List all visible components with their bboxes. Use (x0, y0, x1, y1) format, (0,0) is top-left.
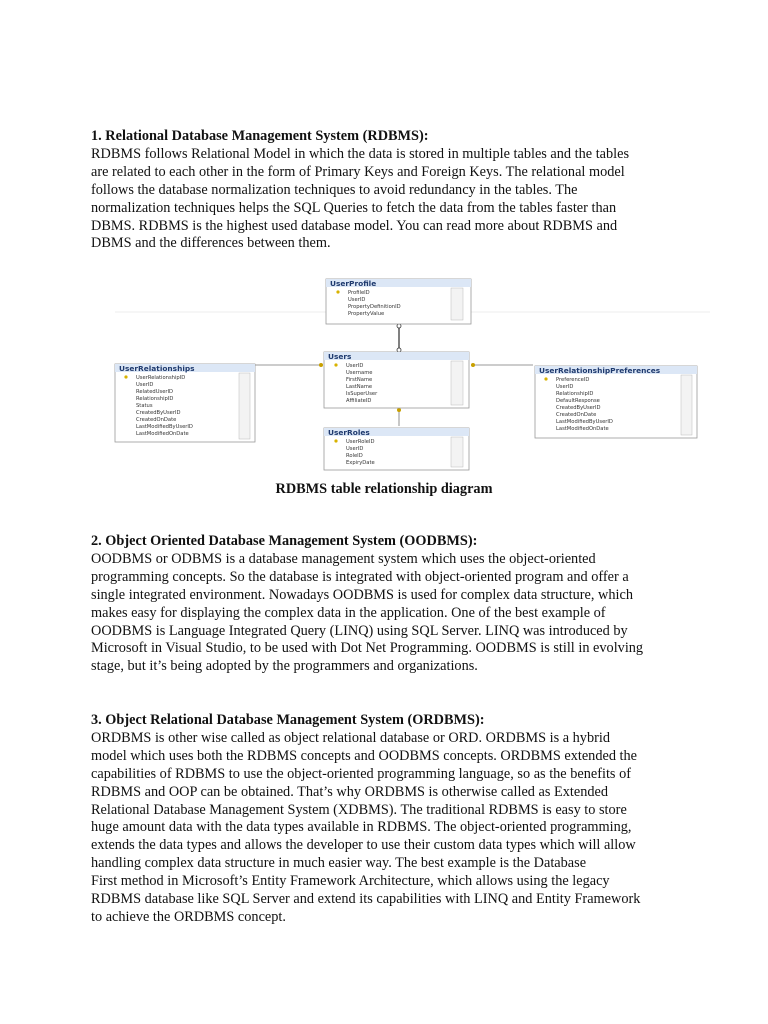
svg-text:RoleID: RoleID (346, 453, 363, 459)
svg-text:PropertyValue: PropertyValue (348, 311, 385, 317)
svg-text:UserRelationshipID: UserRelationshipID (136, 375, 186, 381)
section-oodbms (91, 533, 691, 676)
svg-text:UserID: UserID (346, 363, 364, 369)
section-heading: 3. Object Relational Database Management System (ORDBMS): (91, 712, 485, 728)
entity-title: UserRoles (328, 428, 370, 437)
key-icon (124, 375, 127, 378)
svg-text:RelationshipID: RelationshipID (136, 396, 174, 402)
entity-title: UserRelationships (119, 364, 195, 373)
entity-title: Users (328, 352, 352, 361)
paragraph-line: huge amount data with the data types available in RDBMS. The object-oriented programming, (91, 819, 632, 836)
paragraph-line: ORDBMS is other wise called as object relational database or ORD. ORDBMS is a hybrid (91, 729, 610, 746)
key-icon (544, 377, 547, 380)
svg-text:UserID: UserID (136, 382, 154, 388)
svg-text:AffiliateID: AffiliateID (346, 398, 372, 404)
svg-text:ProfileID: ProfileID (348, 290, 370, 296)
svg-text:LastModifiedOnDate: LastModifiedOnDate (136, 431, 189, 437)
rdbms-diagram (105, 274, 710, 472)
svg-text:CreatedByUserID: CreatedByUserID (136, 410, 181, 416)
svg-text:RelationshipID: RelationshipID (556, 391, 594, 397)
paragraph-line: Microsoft in Visual Studio, to be used with Dot Net Programming. OODBMS is still in evolving (91, 640, 644, 657)
svg-text:UserRoleID: UserRoleID (346, 439, 375, 445)
section-heading: 2. Object Oriented Database Management System (OODBMS): (91, 533, 478, 549)
svg-text:LastModifiedOnDate: LastModifiedOnDate (556, 426, 609, 432)
paragraph-line: DBMS. RDBMS is the highest used database model. You can read more about RDBMS and (91, 217, 618, 234)
paragraph-line: extends the data types and allows the developer to use their custom data types which will allow (91, 837, 636, 854)
svg-text:LastModifiedByUserID: LastModifiedByUserID (136, 424, 193, 430)
svg-text:IsSuperUser: IsSuperUser (346, 391, 378, 397)
paragraph-line: normalization techniques helps the SQL Queries to fetch the data from the tables faster than (91, 199, 617, 216)
paragraph-line: First method in Microsoft’s Entity Framework Architecture, which allows using the legacy (91, 873, 610, 890)
entity-title: UserProfile (330, 279, 377, 288)
paragraph-line: are related to each other in the form of Primary Keys and Foreign Keys. The relational model (91, 163, 625, 180)
entity-user-profile (326, 279, 471, 324)
paragraph-line: model which uses both the RDBMS concepts and OODBMS concepts. ORDBMS extended the (91, 747, 638, 764)
svg-text:CreatedByUserID: CreatedByUserID (556, 405, 601, 411)
paragraph-line: DBMS and the differences between them. (91, 235, 331, 252)
entity-users (324, 352, 469, 408)
diagram-caption: RDBMS table relationship diagram (275, 481, 493, 497)
paragraph-line: single integrated environment. Nowadays OODBMS is used for complex data structure, which (91, 586, 633, 603)
entity-user-relationship-preferences (535, 366, 697, 438)
paragraph-line: OODBMS is Language Integrated Query (LINQ) using SQL Server. LINQ was introduced by (91, 622, 628, 639)
paragraph-line: RDBMS follows Relational Model in which the data is stored in multiple tables and the tables (91, 145, 630, 162)
paragraph-line: handling complex data structure in much easier way. The best example is the Database (91, 855, 587, 872)
entity-title: UserRelationshipPreferences (539, 366, 661, 375)
svg-text:LastModifiedByUserID: LastModifiedByUserID (556, 419, 613, 425)
svg-text:ExpiryDate: ExpiryDate (346, 460, 375, 466)
svg-text:Username: Username (346, 370, 373, 376)
paragraph-line: stage, but it’s being adopted by the programmers and organizations. (91, 658, 478, 675)
entity-user-relationships (115, 364, 255, 442)
paragraph-line: RDBMS database like SQL Server and extend its capabilities with LINQ and Entity Framework (91, 891, 641, 908)
section-rdbms (91, 128, 691, 253)
svg-text:UserID: UserID (556, 384, 574, 390)
svg-text:LastName: LastName (346, 384, 373, 390)
svg-text:CreatedOnDate: CreatedOnDate (556, 412, 597, 418)
svg-text:PreferenceID: PreferenceID (556, 377, 590, 383)
entity-user-roles (324, 428, 469, 470)
svg-text:Status: Status (136, 403, 153, 409)
key-icon (334, 439, 337, 442)
svg-text:DefaultResponse: DefaultResponse (556, 398, 600, 404)
svg-text:RelatedUserID: RelatedUserID (136, 389, 174, 395)
svg-text:CreatedOnDate: CreatedOnDate (136, 417, 177, 423)
svg-text:UserID: UserID (346, 446, 364, 452)
paragraph-line: to achieve the ORDBMS concept. (91, 908, 286, 925)
key-icon (334, 363, 337, 366)
paragraph-line: capabilities of RDBMS to use the object-oriented programming language, so as the benefits of (91, 765, 631, 782)
paragraph-line: makes easy for displaying the complex data in the application. One of the best example of (91, 604, 606, 621)
svg-text:UserID: UserID (348, 297, 366, 303)
section-heading: 1. Relational Database Management System (RDBMS): (91, 128, 429, 144)
paragraph-line: Relational Database Management System (XDBMS). The traditional RDBMS is easy to store (91, 801, 627, 818)
svg-text:FirstName: FirstName (346, 377, 373, 383)
key-icon (336, 290, 339, 293)
paragraph-line: programming concepts. So the database is integrated with object-oriented program and offer a (91, 568, 629, 585)
paragraph-line: RDBMS and OOP can be obtained. That’s why ORDBMS is otherwise called as Extended (91, 783, 609, 800)
section-ordbms (91, 712, 691, 927)
svg-text:PropertyDefinitionID: PropertyDefinitionID (348, 304, 401, 310)
paragraph-line: OODBMS or ODBMS is a database management system which uses the object-oriented (91, 550, 596, 567)
paragraph-line: follows the database normalization techniques to avoid redundancy in the tables. The (91, 181, 578, 198)
